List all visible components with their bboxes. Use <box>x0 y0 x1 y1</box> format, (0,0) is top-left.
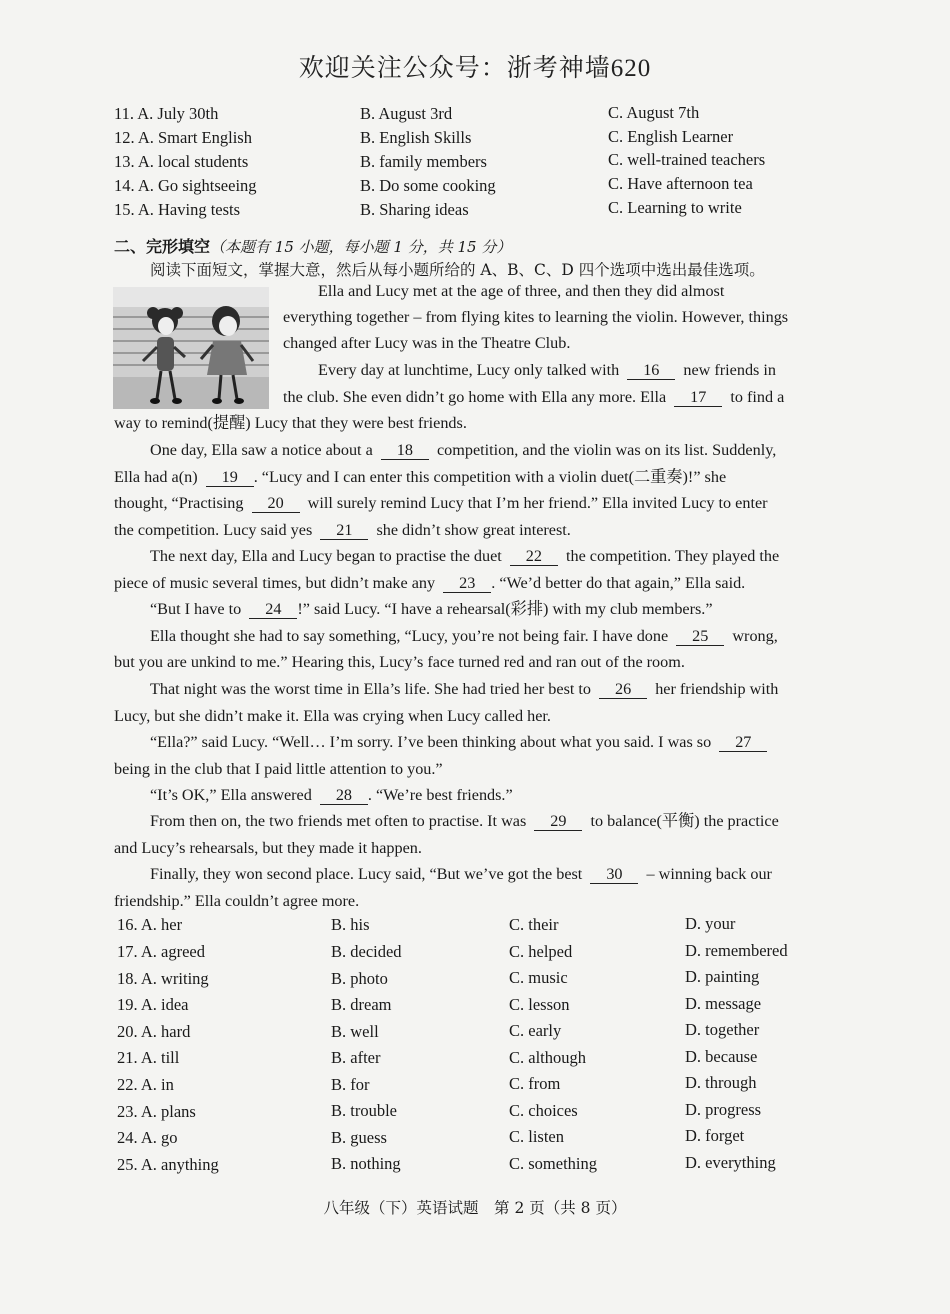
question-18-a[interactable]: 18. A. writing <box>117 969 209 988</box>
blank-24[interactable]: 24 <box>249 601 297 619</box>
blank-18[interactable]: 18 <box>381 442 429 460</box>
question-17-c[interactable]: C. helped <box>509 942 573 961</box>
passage-line: everything together – from flying kites to learning the violin. However, things <box>283 308 789 326</box>
question-21-a[interactable]: 21. A. till <box>117 1048 180 1067</box>
question-23-d[interactable]: D. progress <box>685 1100 762 1119</box>
passage-line: “It’s OK,” Ella answered 28 . “We’re best friends.” <box>150 786 513 804</box>
passage-line: being in the club that I paid little attention to you.” <box>114 760 443 778</box>
passage-line: friendship.” Ella couldn’t agree more. <box>114 892 360 910</box>
option-12-a: 12. A. Smart English <box>114 128 252 147</box>
option-11-a: 11. A. July 30th <box>114 104 219 123</box>
passage-line: changed after Lucy was in the Theatre Club. <box>283 334 571 352</box>
passage-line: Ella and Lucy met at the age of three, and then they did almost <box>318 282 725 300</box>
question-25-c[interactable]: C. something <box>509 1154 598 1173</box>
question-19-b[interactable]: B. dream <box>331 995 392 1014</box>
question-16-a[interactable]: 16. A. her <box>117 915 183 934</box>
blank-17[interactable]: 17 <box>674 389 722 407</box>
question-20-b[interactable]: B. well <box>331 1022 379 1041</box>
blank-28[interactable]: 28 <box>320 787 368 805</box>
passage-line: The next day, Ella and Lucy began to practise the duet 22 the competition. They played the <box>150 547 780 565</box>
option-14-b: B. Do some cooking <box>360 176 496 195</box>
passage-line: the competition. Lucy said yes 21 she didn’t show great interest. <box>114 521 571 539</box>
blank-25[interactable]: 25 <box>676 628 724 646</box>
passage-line: Ella thought she had to say something, “Lucy, you’re not being fair. I have done 25 wrong, <box>150 627 778 645</box>
page-footer: 八年级（下）英语试题 第 2 页（共 8 页） <box>323 1199 627 1217</box>
passage-line: Ella had a(n) 19 . “Lucy and I can enter this competition with a violin duet(二重奏)!” she <box>114 468 727 486</box>
question-16-c[interactable]: C. their <box>509 915 559 934</box>
question-18-d[interactable]: D. painting <box>685 967 760 986</box>
question-17-d[interactable]: D. remembered <box>685 941 788 960</box>
option-13-c: C. well-trained teachers <box>608 150 766 169</box>
passage-line: Every day at lunchtime, Lucy only talked with 16 new friends in <box>318 361 776 379</box>
section-heading <box>114 234 511 257</box>
blank-29[interactable]: 29 <box>534 813 582 831</box>
question-16-b[interactable]: B. his <box>331 915 370 934</box>
question-24-d[interactable]: D. forget <box>685 1126 745 1145</box>
blank-19[interactable]: 19 <box>206 469 254 487</box>
passage-line: That night was the worst time in Ella’s life. She had tried her best to 26 her friendship with <box>150 680 779 698</box>
question-21-d[interactable]: D. because <box>685 1047 758 1066</box>
question-17-b[interactable]: B. decided <box>331 942 402 961</box>
option-13-a: 13. A. local students <box>114 152 249 171</box>
blank-27[interactable]: 27 <box>719 734 767 752</box>
option-15-c: C. Learning to write <box>608 198 742 217</box>
blank-16[interactable]: 16 <box>627 362 675 380</box>
question-16-d[interactable]: D. your <box>685 914 736 933</box>
question-21-b[interactable]: B. after <box>331 1048 381 1067</box>
blank-30[interactable]: 30 <box>590 866 638 884</box>
section-directions: 阅读下面短文，掌握大意，然后从每小题所给的 A、B、C、D 四个选项中选出最佳选项。 <box>150 261 765 279</box>
question-21-c[interactable]: C. although <box>509 1048 586 1067</box>
question-23-b[interactable]: B. trouble <box>331 1101 397 1120</box>
passage-line: thought, “Practising 20 will surely remind Lucy that I’m her friend.” Ella invited Lucy to enter <box>114 494 768 512</box>
question-20-d[interactable]: D. together <box>685 1020 760 1039</box>
question-19-a[interactable]: 19. A. idea <box>117 995 189 1014</box>
passage-line: way to remind(提醒) Lucy that they were best friends. <box>114 414 467 432</box>
passage-line: the club. She even didn’t go home with Ella any more. Ella 17 to find a <box>283 388 785 406</box>
question-25-d[interactable]: D. everything <box>685 1153 776 1172</box>
question-24-b[interactable]: B. guess <box>331 1128 387 1147</box>
blank-26[interactable]: 26 <box>599 681 647 699</box>
option-13-b: B. family members <box>360 152 487 171</box>
question-23-a[interactable]: 23. A. plans <box>117 1102 196 1121</box>
section-note: （本题有 15 小题，每小题 1 分，共 15 分） <box>210 238 512 256</box>
option-12-b: B. English Skills <box>360 128 472 147</box>
question-22-b[interactable]: B. for <box>331 1075 370 1094</box>
question-19-d[interactable]: D. message <box>685 994 762 1013</box>
option-14-a: 14. A. Go sightseeing <box>114 176 257 195</box>
question-20-a[interactable]: 20. A. hard <box>117 1022 191 1041</box>
question-24-c[interactable]: C. listen <box>509 1127 565 1146</box>
question-22-d[interactable]: D. through <box>685 1073 757 1092</box>
passage-line: piece of music several times, but didn’t make any 23 . “We’d better do that again,” Ella said. <box>114 574 746 592</box>
question-17-a[interactable]: 17. A. agreed <box>117 942 205 961</box>
blank-21[interactable]: 21 <box>320 522 368 540</box>
passage-line: One day, Ella saw a notice about a 18 competition, and the violin was on its list. Suddenly, <box>150 441 777 459</box>
blank-22[interactable]: 22 <box>510 548 558 566</box>
question-22-a[interactable]: 22. A. in <box>117 1075 174 1094</box>
question-23-c[interactable]: C. choices <box>509 1101 578 1120</box>
passage-line: From then on, the two friends met often to practise. It was 29 to balance(平衡) the practice <box>150 812 779 830</box>
option-11-b: B. August 3rd <box>360 104 453 123</box>
passage-line: Finally, they won second place. Lucy said, “But we’ve got the best 30 – winning back our <box>150 865 772 883</box>
blank-20[interactable]: 20 <box>252 495 300 513</box>
question-25-a[interactable]: 25. A. anything <box>117 1155 219 1174</box>
option-14-c: C. Have afternoon tea <box>608 174 753 193</box>
question-18-c[interactable]: C. music <box>509 968 568 987</box>
question-20-c[interactable]: C. early <box>509 1021 562 1040</box>
option-15-b: B. Sharing ideas <box>360 200 469 219</box>
blank-23[interactable]: 23 <box>443 575 491 593</box>
passage-line: Lucy, but she didn’t make it. Ella was crying when Lucy called her. <box>114 707 551 725</box>
passage-line: “But I have to 24 !” said Lucy. “I have a rehearsal(彩排) with my club members.” <box>150 600 713 618</box>
passage-line: but you are unkind to me.” Hearing this, Lucy’s face turned red and ran out of the room. <box>114 653 685 671</box>
question-18-b[interactable]: B. photo <box>331 969 388 988</box>
passage-line: “Ella?” said Lucy. “Well… I’m sorry. I’ve been thinking about what you said. I was so 27 <box>150 729 767 755</box>
option-11-c: C. August 7th <box>608 103 700 122</box>
question-22-c[interactable]: C. from <box>509 1074 561 1093</box>
option-12-c: C. English Learner <box>608 127 734 146</box>
section-title: 二、完形填空 <box>114 237 211 256</box>
option-15-a: 15. A. Having tests <box>114 200 241 219</box>
question-25-b[interactable]: B. nothing <box>331 1154 401 1173</box>
question-24-a[interactable]: 24. A. go <box>117 1128 178 1147</box>
page-header: 欢迎关注公众号：浙考神墙620 <box>298 55 652 82</box>
passage-line: and Lucy’s rehearsals, but they made it happen. <box>114 839 422 857</box>
question-19-c[interactable]: C. lesson <box>509 995 570 1014</box>
two-girls-illustration <box>113 287 269 409</box>
